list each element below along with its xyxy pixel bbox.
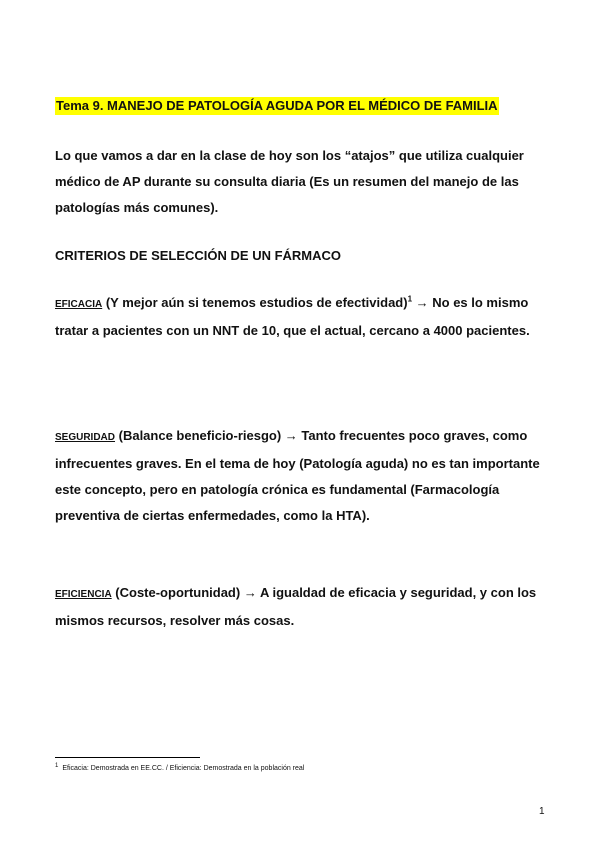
footnote-reference[interactable]: 1 [407, 294, 413, 304]
intro-paragraph: Lo que vamos a dar en la clase de hoy son los “atajos” que utiliza cualquier médico de AP durante su consulta diaria (Es un resumen del manejo de las patologías más comunes). [55, 148, 524, 215]
criterion-eficiencia [55, 580, 550, 634]
document-title: Tema 9. MANEJO DE PATOLOGÍA AGUDA POR EL MÉDICO DE FAMILIA [56, 98, 498, 113]
criterion-text-seguridad: (Balance beneficio-riesgo) → Tanto frecuentes poco graves, como infrecuentes graves. En el tema de hoy (Patología aguda) no es tan importante este concepto, pero en patología crónica es fundamental (Farmacología preventiva de ciertas enfermedades, como la HTA). [55, 428, 540, 523]
page-number: 1 [539, 806, 545, 817]
section-heading: CRITERIOS DE SELECCIÓN DE UN FÁRMACO [55, 248, 342, 263]
footnote [55, 764, 304, 774]
criterion-eficacia [55, 290, 550, 344]
criterion-text-eficiencia: (Coste-oportunidad) → A igualdad de eficacia y seguridad, y con los mismos recursos, resolver más cosas. [55, 585, 537, 628]
criterion-term-eficiencia: EFICIENCIA [55, 589, 112, 600]
footnote-text: Eficacia: Demostrada en EE.CC. / Eficiencia: Demostrada en la población real [62, 765, 305, 772]
criterion-text-eficacia-cont: → No es lo mismo tratar a pacientes con un NNT de 10, que el actual, cercano a 4000 pacientes. [55, 295, 530, 338]
footnote-mark: 1 [55, 762, 59, 769]
criterion-term-seguridad: SEGURIDAD [55, 432, 116, 443]
criterion-text-eficacia: (Y mejor aún si tenemos estudios de efectividad) [102, 295, 408, 310]
criterion-term-eficacia: EFICACIA [55, 299, 103, 310]
footnote-separator [55, 757, 200, 758]
criterion-seguridad [55, 423, 550, 529]
